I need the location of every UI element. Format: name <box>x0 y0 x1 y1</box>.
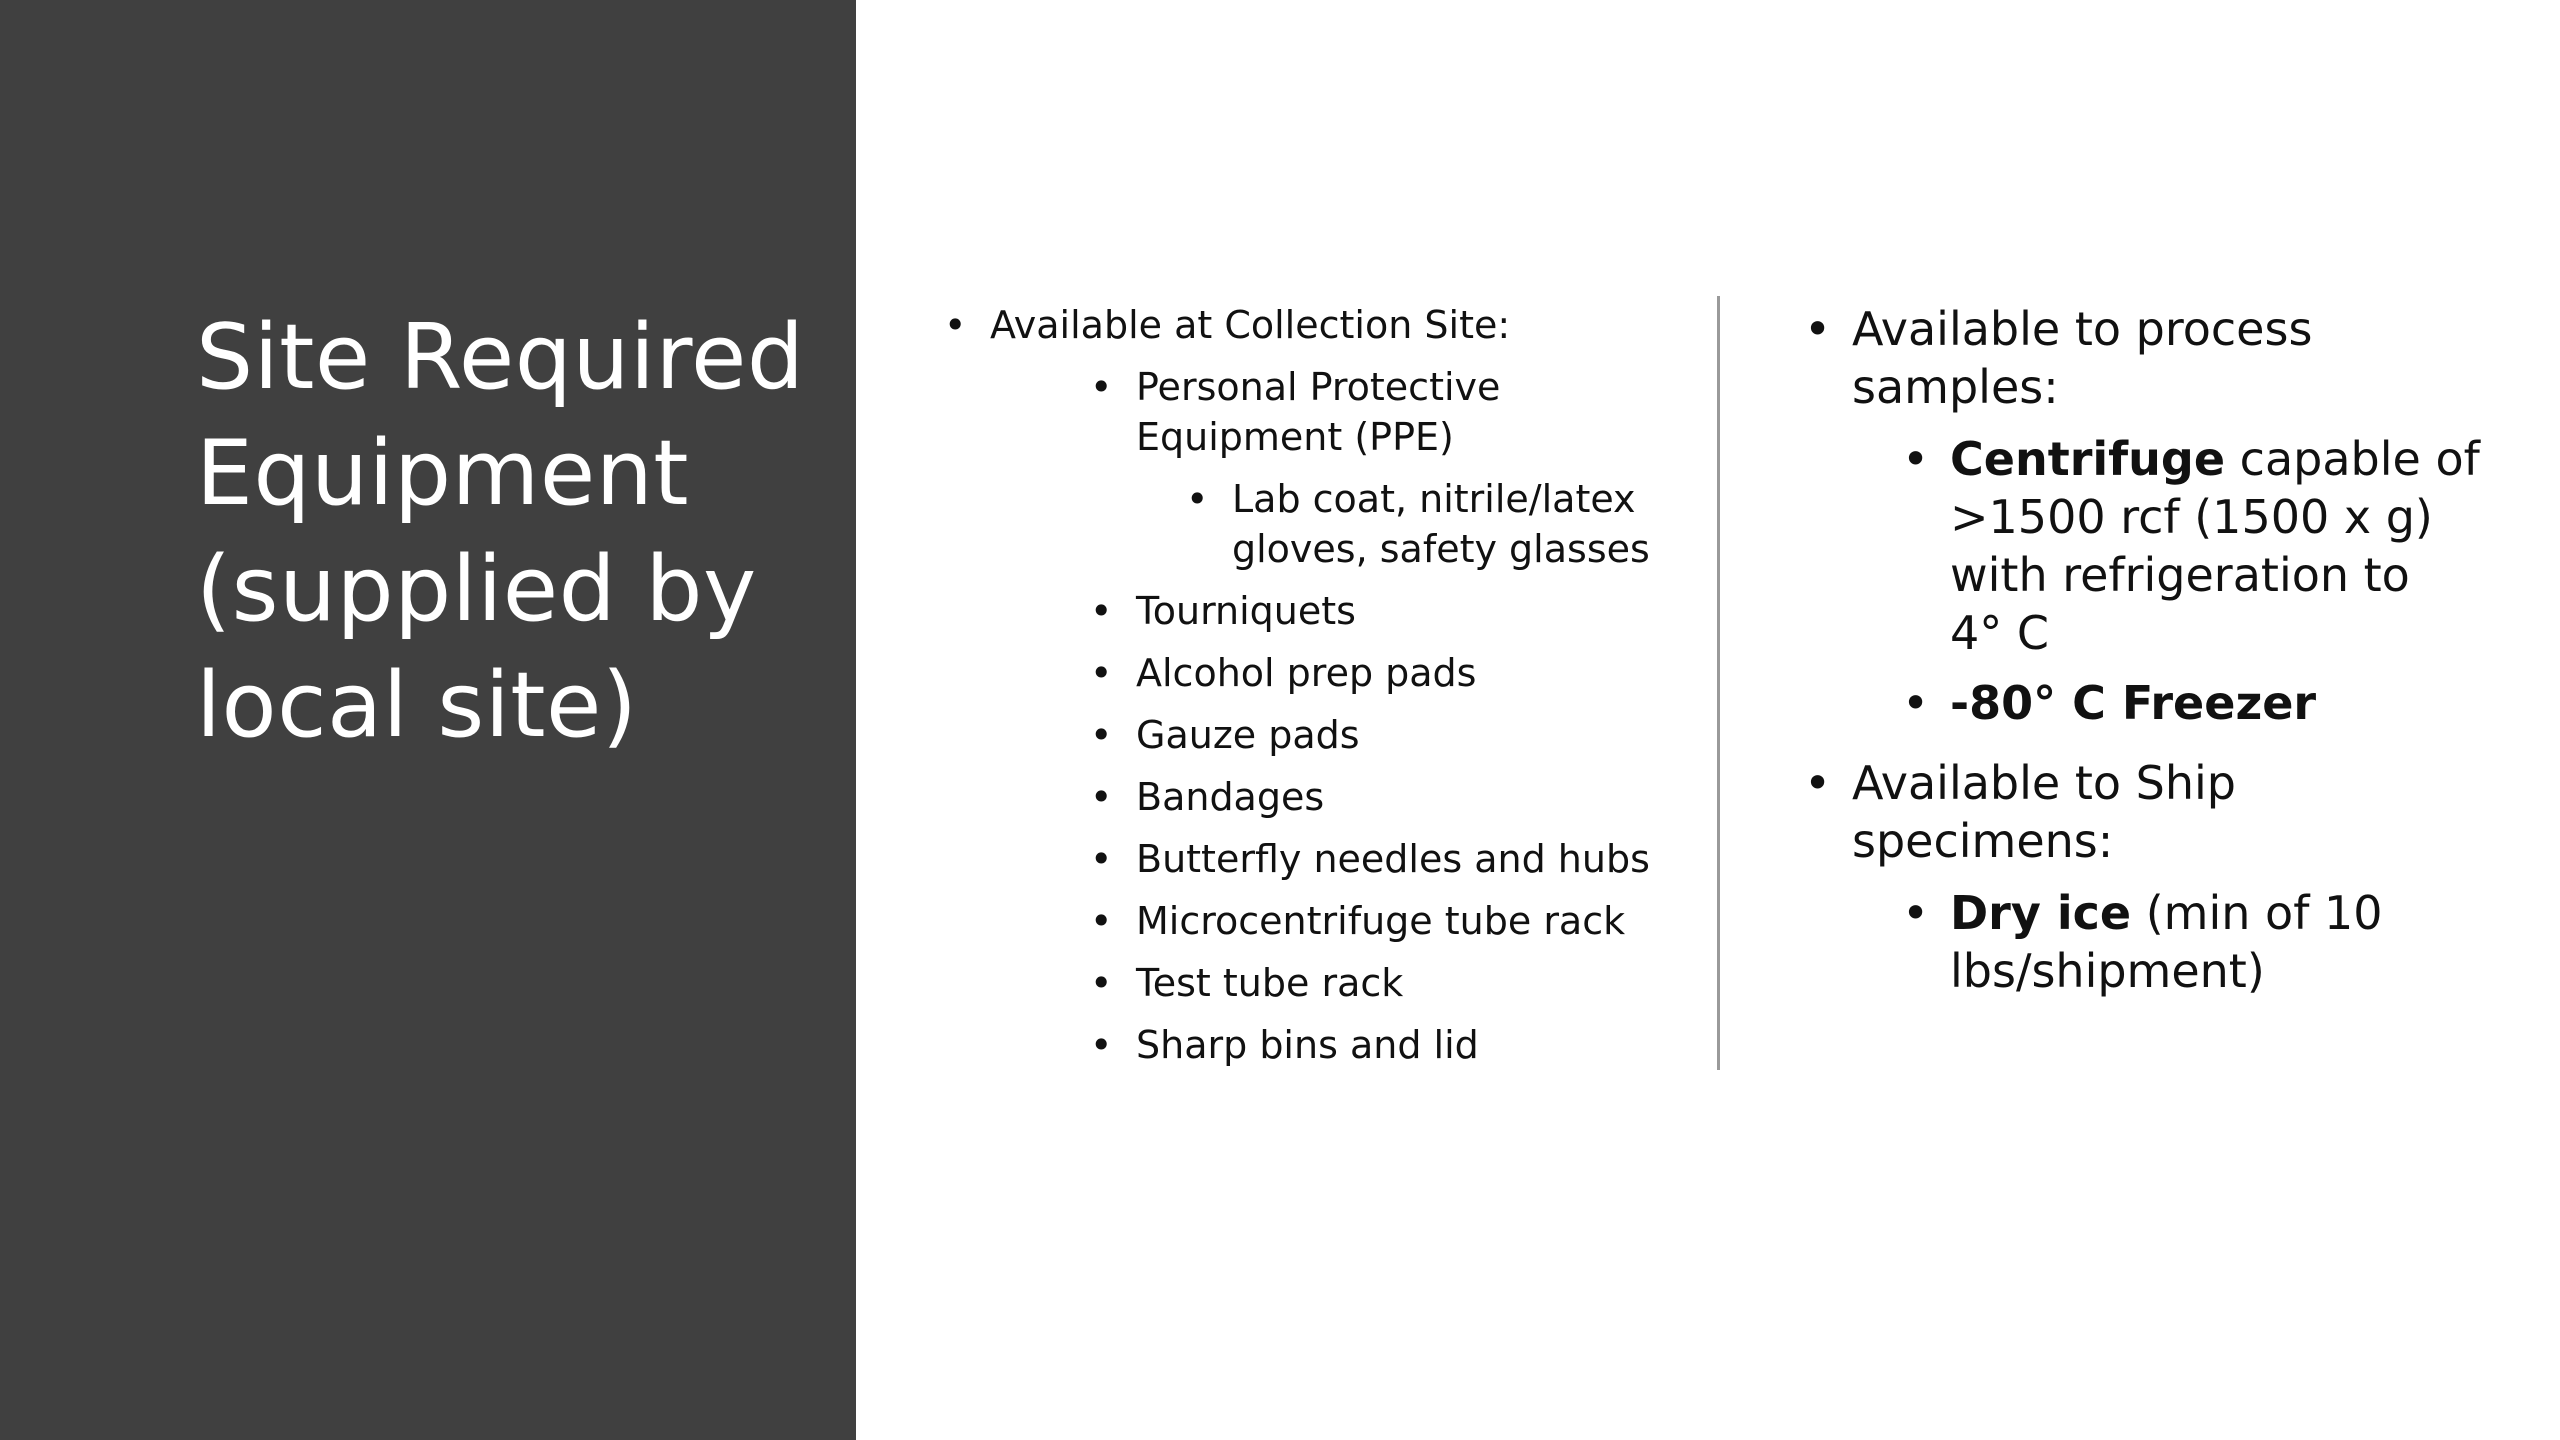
bullet-icon: • <box>944 303 967 347</box>
bullet-icon: • <box>1090 713 1113 757</box>
collection-site-heading-item <box>940 300 1680 1070</box>
equipment-item-label: Alcohol prep pads <box>1136 651 1477 695</box>
slide-title <box>196 300 836 764</box>
bullet-icon: • <box>1902 676 1930 730</box>
processing-shipping-list <box>1800 300 2500 1000</box>
bullet-icon: • <box>1090 837 1113 881</box>
list-item <box>1800 430 2500 662</box>
slide-title-line: local site) <box>196 653 638 758</box>
list-item <box>1800 674 2500 732</box>
list-item <box>990 1020 1680 1070</box>
slide-title-line: Site Required <box>196 305 805 410</box>
ppe-label-line: Personal Protective <box>1136 365 1501 409</box>
bullet-icon: • <box>1186 477 1209 521</box>
shipping-equipment-list <box>1852 884 2500 1000</box>
shipping-heading-item <box>1800 754 2500 1000</box>
bullet-icon: • <box>1804 302 1832 356</box>
centrifuge-line: 4° C <box>1950 606 2050 660</box>
collection-site-heading: Available at Collection Site: <box>990 303 1511 347</box>
shipping-heading-line: Available to Ship <box>1852 756 2236 810</box>
centrifuge-line <box>1950 430 2500 488</box>
list-item <box>990 648 1680 698</box>
list-item <box>990 362 1680 574</box>
bullet-icon: • <box>1090 589 1113 633</box>
ppe-sub-list <box>1136 474 1680 574</box>
collection-site-column <box>940 300 1680 1082</box>
centrifuge-line: >1500 rcf (1500 x g) <box>1950 490 2433 544</box>
shipping-heading-line: specimens: <box>1852 814 2114 868</box>
processing-heading-line: samples: <box>1852 360 2059 414</box>
slide-title-line: Equipment <box>196 421 690 526</box>
freezer-label: -80° C Freezer <box>1950 676 2317 730</box>
dry-ice-label: Dry ice <box>1950 886 2132 940</box>
ppe-label-line: Equipment (PPE) <box>1136 415 1454 459</box>
dry-ice-desc: (min of 10 <box>2131 886 2383 940</box>
bullet-icon: • <box>1902 886 1930 940</box>
list-item <box>990 834 1680 884</box>
dry-ice-line <box>1950 884 2500 942</box>
bullet-icon: • <box>1090 961 1113 1005</box>
list-item <box>990 474 1680 574</box>
list-item <box>990 772 1680 822</box>
equipment-item-label: Bandages <box>1136 775 1325 819</box>
processing-heading-line: Available to process <box>1852 302 2313 356</box>
centrifuge-line: with refrigeration to <box>1950 548 2410 602</box>
equipment-item-label: Tourniquets <box>1136 589 1356 633</box>
equipment-item-label: Butterfly needles and hubs <box>1136 837 1650 881</box>
bullet-icon: • <box>1090 899 1113 943</box>
column-divider <box>1717 296 1720 1070</box>
equipment-item-label: Gauze pads <box>1136 713 1360 757</box>
bullet-icon: • <box>1090 365 1113 409</box>
ppe-sub-line: gloves, safety glasses <box>1232 527 1650 571</box>
bullet-icon: • <box>1902 432 1930 486</box>
processing-heading-item <box>1800 300 2500 732</box>
centrifuge-label: Centrifuge <box>1950 432 2226 486</box>
dry-ice-line: lbs/shipment) <box>1950 944 2265 998</box>
list-item <box>1800 884 2500 1000</box>
slide-title-line: (supplied by <box>196 537 757 642</box>
bullet-icon: • <box>1090 775 1113 819</box>
processing-shipping-column <box>1800 300 2500 1022</box>
processing-equipment-list <box>1852 430 2500 732</box>
list-item <box>990 586 1680 636</box>
equipment-item-label: Test tube rack <box>1136 961 1404 1005</box>
equipment-item-label: Microcentrifuge tube rack <box>1136 899 1626 943</box>
centrifuge-desc: capable of <box>2225 432 2480 486</box>
list-item <box>990 958 1680 1008</box>
bullet-icon: • <box>1804 756 1832 810</box>
bullet-icon: • <box>1090 1023 1113 1067</box>
ppe-sub-line: Lab coat, nitrile/latex <box>1232 477 1636 521</box>
collection-site-list <box>940 300 1680 1070</box>
bullet-icon: • <box>1090 651 1113 695</box>
list-item <box>990 710 1680 760</box>
collection-equipment-list <box>990 362 1680 1070</box>
equipment-item-label: Sharp bins and lid <box>1136 1023 1479 1067</box>
list-item <box>990 896 1680 946</box>
